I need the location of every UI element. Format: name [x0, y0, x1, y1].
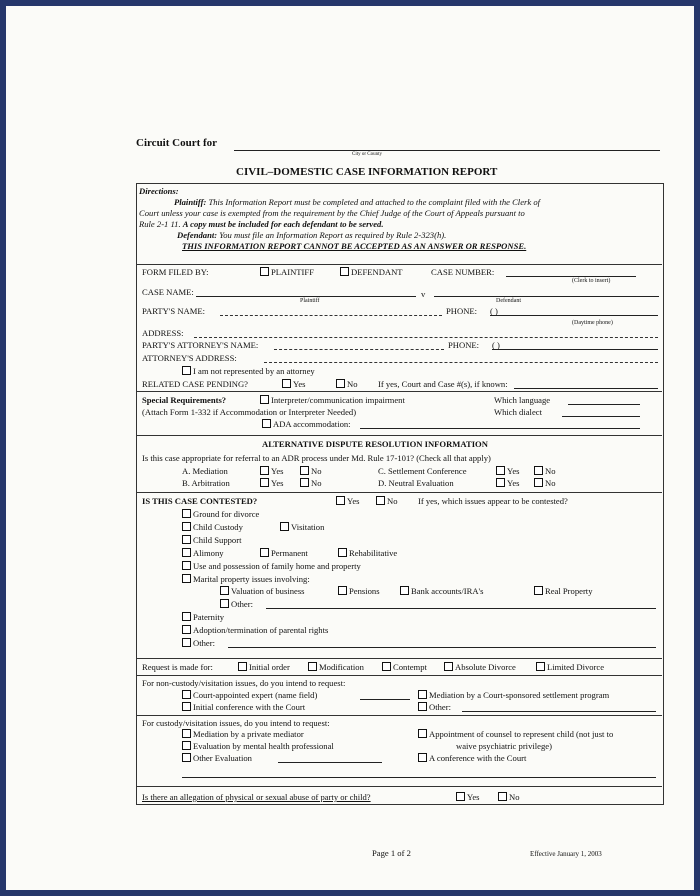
defendant-directions [177, 230, 446, 240]
private-mediator-checkbox[interactable] [182, 729, 191, 738]
rehabilitative-checkbox[interactable] [338, 548, 347, 557]
adr-neutral-label: D. Neutral Evaluation [378, 478, 454, 488]
child-custody-checkbox[interactable] [182, 522, 191, 531]
adr-arbitration-yes-label: Yes [271, 478, 284, 488]
circuit-court-label: Circuit Court for [136, 137, 218, 149]
related-yes-label: Yes [293, 379, 306, 389]
paternity-label: Paternity [193, 612, 225, 622]
modification-option[interactable] [308, 662, 364, 672]
phone-field[interactable]: ( ) [490, 306, 498, 316]
other-evaluation-option[interactable] [182, 753, 252, 763]
related-case-label: RELATED CASE PENDING? [142, 379, 248, 389]
alimony-label: Alimony [193, 548, 224, 558]
not-represented-option[interactable] [182, 366, 315, 376]
attorney-name-label: PARTY'S ATTORNEY'S NAME: [142, 340, 259, 350]
absolute-divorce-label: Absolute Divorce [455, 662, 516, 672]
adr-arbitration-no-label: No [311, 478, 322, 488]
limited-divorce-checkbox[interactable] [536, 662, 545, 671]
attorney-address-label: ATTORNEY'S ADDRESS: [142, 353, 237, 363]
initial-conference-label: Initial conference with the Court [193, 702, 306, 712]
counsel-child-option[interactable] [418, 729, 613, 739]
case-number-field[interactable] [506, 276, 636, 277]
adr-settlement-label: C. Settlement Conference [378, 466, 467, 476]
child-custody-label: Child Custody [193, 522, 243, 532]
custody-heading: For custody/visitation issues, do you intend to request: [142, 718, 330, 728]
private-mediator-option[interactable] [182, 729, 304, 739]
contested-yes-checkbox[interactable] [336, 496, 345, 505]
other-field[interactable] [228, 647, 656, 648]
adr-mediation-label: A. Mediation [182, 466, 228, 476]
page-number: Page 1 of 2 [372, 848, 411, 858]
contested-yes[interactable] [336, 496, 360, 506]
ada-label: ADA accommodation: [273, 419, 351, 429]
rule-reference: Rule 2-1 11. [139, 219, 181, 229]
family-home-label: Use and possession of family home and property [193, 561, 361, 571]
partys-name-field[interactable] [220, 315, 442, 316]
mediation-program-checkbox[interactable] [418, 690, 427, 699]
plaintiff-directions-2: Court unless your case is exempted from the requirement by the Chief Judge of the Court of Appeals pursuant to [139, 208, 525, 218]
adr-settlement-yes[interactable] [496, 466, 520, 476]
initial-order-option[interactable] [238, 662, 290, 672]
initial-order-label: Initial order [249, 662, 290, 672]
form-title: CIVIL–DOMESTIC CASE INFORMATION REPORT [236, 166, 498, 178]
daytime-caption: (Daytime phone) [572, 320, 613, 326]
contempt-checkbox[interactable] [382, 662, 391, 671]
non-custody-heading: For non-custody/visitation issues, do you intend to request: [142, 678, 346, 688]
pensions-option[interactable] [338, 586, 380, 596]
which-dialect-field[interactable] [562, 416, 640, 417]
other-evaluation-label: Other Evaluation [193, 753, 252, 763]
defendant-directions-text: You must file an Information Report as required by Rule 2-323(h). [219, 230, 447, 240]
adr-arbitration-no-checkbox[interactable] [300, 478, 309, 487]
adr-neutral-yes-checkbox[interactable] [496, 478, 505, 487]
contested-no-label: No [387, 496, 398, 506]
contempt-option[interactable] [382, 662, 427, 672]
ground-divorce-option[interactable] [182, 509, 259, 519]
adr-settlement-no[interactable] [534, 466, 556, 476]
adr-settlement-no-checkbox[interactable] [534, 466, 543, 475]
adr-neutral-no-checkbox[interactable] [534, 478, 543, 487]
adr-arbitration-label: B. Arbitration [182, 478, 230, 488]
case-name-label: CASE NAME: [142, 287, 194, 297]
other-evaluation-field[interactable] [278, 762, 382, 763]
contempt-label: Contempt [393, 662, 427, 672]
permanent-label: Permanent [271, 548, 308, 558]
other-option[interactable] [182, 638, 215, 648]
related-case-field[interactable] [514, 388, 658, 389]
modification-label: Modification [319, 662, 364, 672]
section-divider [136, 715, 662, 716]
ada-field[interactable] [360, 428, 640, 429]
mediation-program-label: Mediation by a Court-sponsored settlement program [429, 690, 610, 700]
section-divider [136, 492, 662, 493]
child-support-option[interactable] [182, 535, 241, 545]
if-yes-court-label: If yes, Court and Case #(s), if known: [378, 379, 508, 389]
section-divider [136, 264, 662, 265]
adr-settlement-yes-label: Yes [507, 466, 520, 476]
abuse-no[interactable] [498, 792, 520, 802]
case-name-defendant-field[interactable] [434, 296, 659, 297]
adr-heading: ALTERNATIVE DISPUTE RESOLUTION INFORMATION [262, 439, 488, 449]
non-custody-other-checkbox[interactable] [418, 702, 427, 711]
partys-name-label: PARTY'S NAME: [142, 306, 206, 316]
attorney-phone-label: PHONE: [448, 340, 480, 350]
other-sub-label: Other: [231, 599, 253, 609]
contested-question: IS THIS CASE CONTESTED? [142, 496, 258, 506]
marital-property-label: Marital property issues involving: [193, 574, 310, 584]
non-custody-other-field[interactable] [462, 711, 656, 712]
other-evaluation-checkbox[interactable] [182, 753, 191, 762]
permanent-checkbox[interactable] [260, 548, 269, 557]
bank-accounts-label: Bank accounts/IRA's [411, 586, 484, 596]
section-divider [136, 658, 662, 659]
non-custody-other-label: Other: [429, 702, 451, 712]
city-county-caption: City or County [352, 152, 383, 157]
attach-form-note: (Attach Form 1-332 if Accommodation or Interpreter Needed) [142, 407, 357, 417]
defendant-option-label: DEFENDANT [351, 267, 403, 277]
form-filed-by-label: FORM FILED BY: [142, 267, 209, 277]
case-name-plaintiff-field[interactable] [196, 296, 416, 297]
plaintiff-directions-text-1: This Information Report must be completed and attached to the complaint filed with the Clerk of [208, 197, 541, 207]
adr-mediation-yes-checkbox[interactable] [260, 466, 269, 475]
adoption-checkbox[interactable] [182, 625, 191, 634]
adoption-label: Adoption/termination of parental rights [193, 625, 329, 635]
court-conference-label: A conference with the Court [429, 753, 527, 763]
paternity-checkbox[interactable] [182, 612, 191, 621]
abuse-no-label: No [509, 792, 520, 802]
contested-if-yes: If yes, which issues appear to be contested? [418, 496, 568, 506]
adr-mediation-yes[interactable] [260, 466, 284, 476]
counsel-child-checkbox[interactable] [418, 729, 427, 738]
phone-label: PHONE: [446, 306, 478, 316]
ada-checkbox[interactable] [262, 419, 271, 428]
adr-mediation-no[interactable] [300, 466, 322, 476]
which-dialect-label: Which dialect [494, 407, 542, 417]
contested-yes-label: Yes [347, 496, 360, 506]
interpreter-option[interactable] [260, 395, 405, 405]
adr-arbitration-yes-checkbox[interactable] [260, 478, 269, 487]
attorney-address-field[interactable] [264, 362, 658, 363]
section-divider [136, 435, 662, 436]
mental-health-checkbox[interactable] [182, 741, 191, 750]
defendant-caption: Defendant [496, 298, 521, 304]
contested-no[interactable] [376, 496, 398, 506]
adr-neutral-yes[interactable] [496, 478, 520, 488]
defendant-checkbox[interactable] [340, 267, 349, 276]
abuse-yes[interactable] [456, 792, 480, 802]
court-conference-checkbox[interactable] [418, 753, 427, 762]
adr-neutral-no[interactable] [534, 478, 556, 488]
bank-accounts-option[interactable] [400, 586, 483, 596]
non-custody-other-option[interactable] [418, 702, 451, 712]
adoption-option[interactable] [182, 625, 328, 635]
ground-divorce-label: Ground for divorce [193, 509, 260, 519]
other-sub-checkbox[interactable] [220, 599, 229, 608]
address-field[interactable] [194, 337, 658, 338]
abuse-no-checkbox[interactable] [498, 792, 507, 801]
valuation-option[interactable] [220, 586, 305, 596]
visitation-option[interactable] [280, 522, 324, 532]
alimony-checkbox[interactable] [182, 548, 191, 557]
warning-text: THIS INFORMATION REPORT CANNOT BE ACCEPTED AS AN ANSWER OR RESPONSE. [182, 241, 527, 251]
which-language-field[interactable] [568, 404, 640, 405]
plaintiff-option[interactable] [260, 267, 314, 277]
adr-arbitration-no[interactable] [300, 478, 322, 488]
other-checkbox[interactable] [182, 638, 191, 647]
attorney-phone-field[interactable]: ( ) [492, 340, 500, 350]
other-label: Other: [193, 638, 215, 648]
abuse-yes-label: Yes [467, 792, 480, 802]
interpreter-checkbox[interactable] [260, 395, 269, 404]
window-frame [6, 6, 694, 890]
mediation-program-option[interactable] [418, 690, 609, 700]
private-mediator-label: Mediation by a private mediator [193, 729, 304, 739]
clerk-caption: (Clerk to insert) [572, 278, 611, 284]
versus-label: v [421, 289, 426, 299]
related-no-label: No [347, 379, 358, 389]
not-represented-label: I am not represented by an attorney [193, 366, 315, 376]
paternity-option[interactable] [182, 612, 224, 622]
real-property-checkbox[interactable] [534, 586, 543, 595]
pensions-checkbox[interactable] [338, 586, 347, 595]
adr-mediation-no-label: No [311, 466, 322, 476]
bank-accounts-checkbox[interactable] [400, 586, 409, 595]
attorney-name-field[interactable] [274, 349, 444, 350]
rehabilitative-label: Rehabilitative [349, 548, 398, 558]
abuse-question: Is there an allegation of physical or sexual abuse of party or child? [142, 792, 371, 802]
defendant-option[interactable] [340, 267, 403, 277]
not-represented-checkbox[interactable] [182, 366, 191, 375]
initial-conference-option[interactable] [182, 702, 305, 712]
real-property-option[interactable] [534, 586, 593, 596]
custody-notes-field[interactable] [182, 777, 656, 778]
court-conference-option[interactable] [418, 753, 526, 763]
valuation-checkbox[interactable] [220, 586, 229, 595]
absolute-divorce-option[interactable] [444, 662, 516, 672]
contested-no-checkbox[interactable] [376, 496, 385, 505]
section-divider [136, 786, 662, 787]
absolute-divorce-checkbox[interactable] [444, 662, 453, 671]
section-divider [136, 675, 662, 676]
ground-divorce-checkbox[interactable] [182, 509, 191, 518]
rehabilitative-option[interactable] [338, 548, 397, 558]
plaintiff-directions-3 [139, 219, 384, 229]
modification-checkbox[interactable] [308, 662, 317, 671]
related-case-no[interactable] [336, 379, 358, 389]
plaintiff-option-label: PLAINTIFF [271, 267, 314, 277]
marital-property-option[interactable] [182, 574, 310, 584]
mental-health-option[interactable] [182, 741, 334, 751]
plaintiff-checkbox[interactable] [260, 267, 269, 276]
counsel-child-continuation: waive psychiatric privilege) [456, 741, 552, 751]
interpreter-label: Interpreter/communication impairment [271, 395, 405, 405]
ada-option[interactable] [262, 419, 351, 429]
related-yes-checkbox[interactable] [282, 379, 291, 388]
visitation-checkbox[interactable] [280, 522, 289, 531]
abuse-yes-checkbox[interactable] [456, 792, 465, 801]
case-number-label: CASE NUMBER: [431, 267, 495, 277]
family-home-checkbox[interactable] [182, 561, 191, 570]
adr-mediation-no-checkbox[interactable] [300, 466, 309, 475]
permanent-option[interactable] [260, 548, 308, 558]
counsel-child-label: Appointment of counsel to represent child (not just to [429, 729, 614, 739]
phone-line[interactable] [490, 315, 658, 316]
document-page [6, 6, 694, 890]
limited-divorce-label: Limited Divorce [547, 662, 605, 672]
expert-checkbox[interactable] [182, 690, 191, 699]
defendant-directions-label: Defendant: [177, 230, 218, 240]
plaintiff-directions-label: Plaintiff: [174, 197, 207, 207]
child-support-label: Child Support [193, 535, 242, 545]
child-custody-option[interactable] [182, 522, 243, 532]
adr-question: Is this case appropriate for referral to an ADR process under Md. Rule 17-101? (Check all that apply) [142, 453, 491, 463]
expert-field[interactable] [360, 699, 410, 700]
expert-label: Court-appointed expert (name field) [193, 690, 318, 700]
plaintiff-caption: Plaintiff [300, 298, 320, 304]
child-support-checkbox[interactable] [182, 535, 191, 544]
special-requirements-label: Special Requirements? [142, 395, 227, 405]
adr-mediation-yes-label: Yes [271, 466, 284, 476]
initial-conference-checkbox[interactable] [182, 702, 191, 711]
pensions-label: Pensions [349, 586, 380, 596]
section-divider [136, 391, 662, 392]
request-label: Request is made for: [142, 662, 213, 672]
related-no-checkbox[interactable] [336, 379, 345, 388]
real-property-label: Real Property [545, 586, 593, 596]
adr-neutral-no-label: No [545, 478, 556, 488]
directions-heading: Directions: [139, 186, 179, 196]
valuation-label: Valuation of business [231, 586, 305, 596]
which-language-label: Which language [494, 395, 551, 405]
mental-health-label: Evaluation by mental health professional [193, 741, 334, 751]
other-sub-option[interactable] [220, 599, 253, 609]
copy-note: A copy must be included for each defendant to be served. [182, 219, 384, 229]
adr-settlement-yes-checkbox[interactable] [496, 466, 505, 475]
adr-neutral-yes-label: Yes [507, 478, 520, 488]
adr-settlement-no-label: No [545, 466, 556, 476]
marital-property-checkbox[interactable] [182, 574, 191, 583]
visitation-label: Visitation [291, 522, 325, 532]
plaintiff-directions-1 [174, 197, 540, 207]
alimony-option[interactable] [182, 548, 224, 558]
effective-date: Effective January 1, 2003 [530, 850, 602, 858]
other-sub-field[interactable] [266, 608, 656, 609]
city-county-line[interactable] [234, 150, 660, 151]
family-home-option[interactable] [182, 561, 361, 571]
expert-option[interactable] [182, 690, 317, 700]
initial-order-checkbox[interactable] [238, 662, 247, 671]
attorney-phone-line[interactable] [492, 349, 658, 350]
adr-arbitration-yes[interactable] [260, 478, 284, 488]
address-label: ADDRESS: [142, 328, 184, 338]
limited-divorce-option[interactable] [536, 662, 604, 672]
related-case-yes[interactable] [282, 379, 306, 389]
